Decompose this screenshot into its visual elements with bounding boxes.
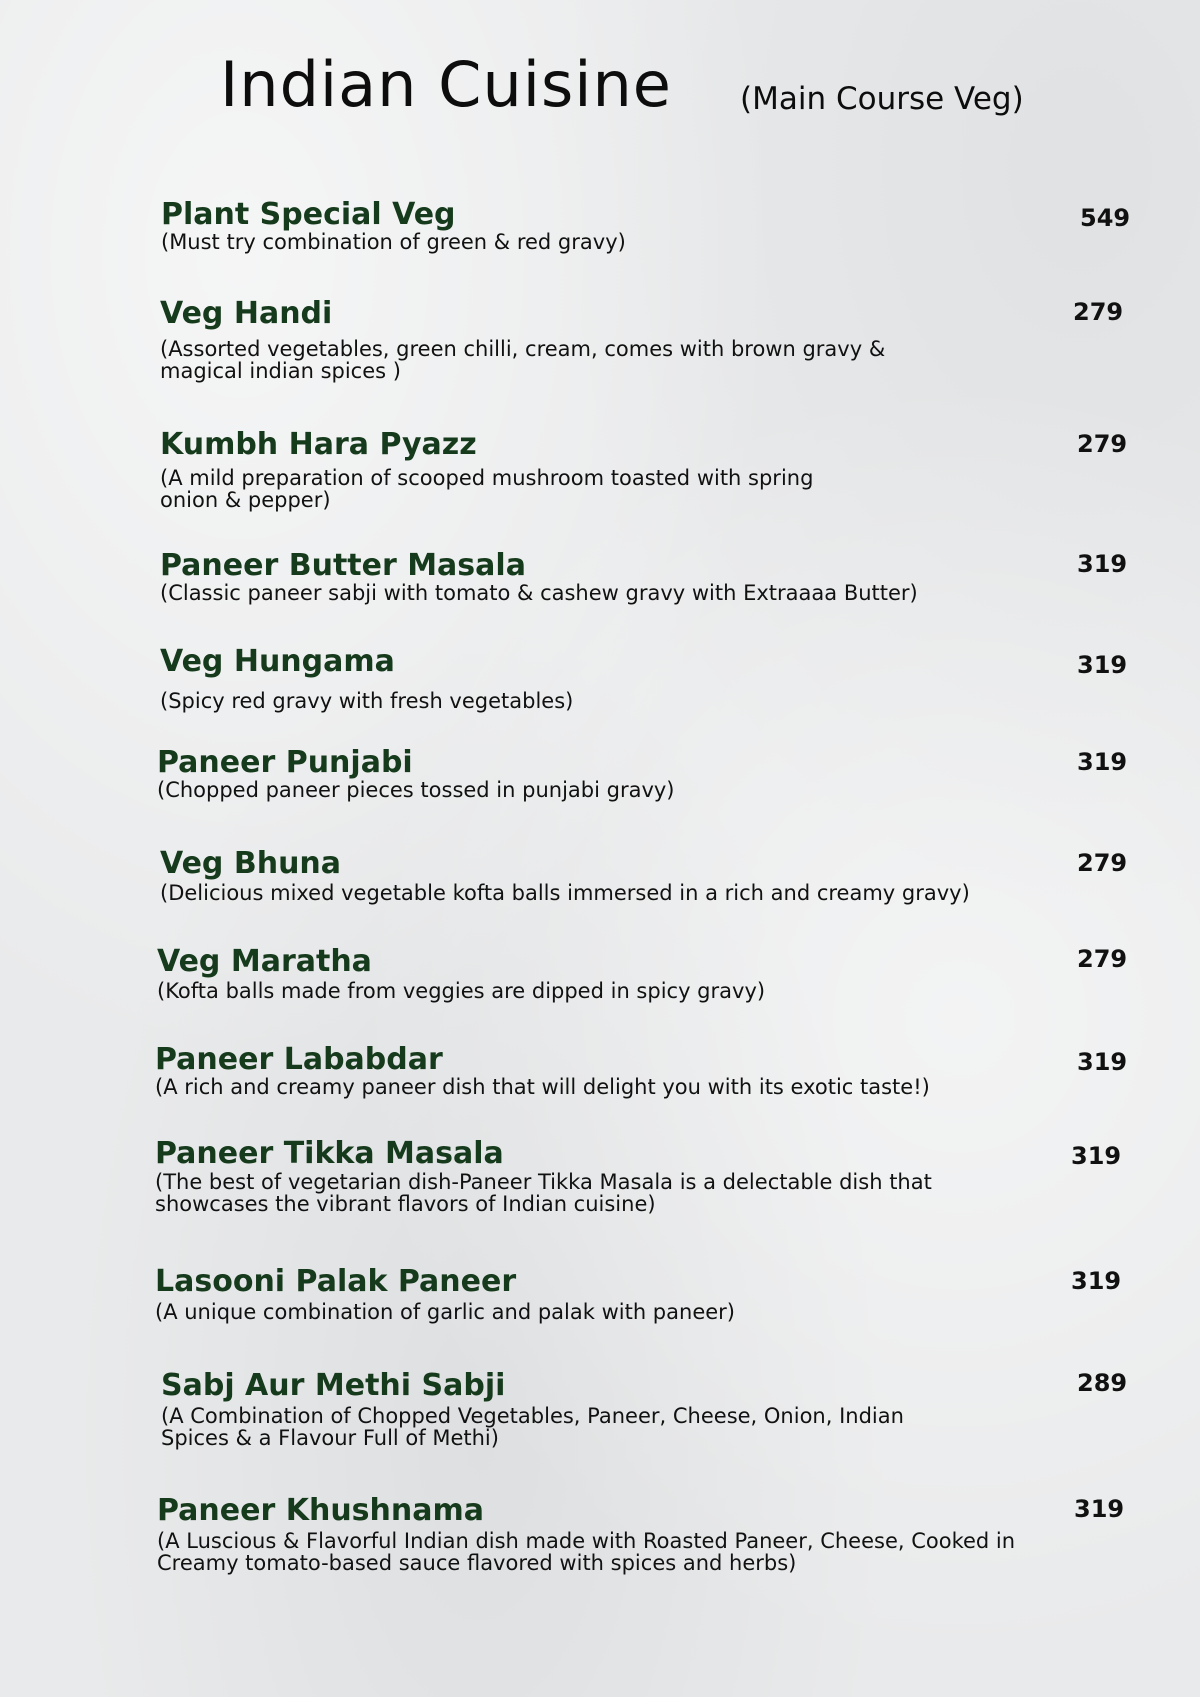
menu-item-name: Kumbh Hara Pyazz	[160, 427, 477, 462]
menu-item-price: 319	[1071, 1267, 1122, 1295]
menu-item-price: 279	[1077, 849, 1128, 877]
menu-item-price: 549	[1080, 204, 1131, 232]
menu-subtitle: (Main Course Veg)	[740, 81, 1024, 117]
menu-item	[155, 1265, 1155, 1323]
menu-item	[157, 1494, 1157, 1575]
menu-item-price: 319	[1077, 748, 1128, 776]
menu-item	[157, 746, 1157, 801]
menu-item-description: (Must try combination of green & red gravy)	[161, 230, 626, 254]
menu-item-description: (Assorted vegetables, green chilli, cream, comes with brown gravy & magical indian spices )	[160, 337, 886, 384]
menu-item	[160, 428, 1160, 512]
menu-item-price: 319	[1074, 1495, 1125, 1523]
menu-item-description: (Kofta balls made from veggies are dipped in spicy gravy)	[157, 979, 766, 1003]
menu-item-name: Veg Bhuna	[160, 846, 342, 881]
menu-item-description: (A Combination of Chopped Vegetables, Paneer, Cheese, Onion, Indian Spices & a Flavour Full of Methi)	[161, 1404, 904, 1451]
menu-item-price: 319	[1077, 651, 1128, 679]
menu-item-price: 279	[1077, 945, 1128, 973]
menu-item	[160, 297, 1160, 383]
menu-item-name: Paneer Punjabi	[157, 745, 413, 780]
menu-item-description: (A mild preparation of scooped mushroom toasted with spring onion & pepper)	[160, 466, 814, 513]
menu-item	[161, 1369, 1161, 1450]
menu-item-name: Veg Hungama	[160, 644, 395, 679]
menu-item	[155, 1043, 1155, 1098]
menu-item-name: Paneer Khushnama	[157, 1493, 484, 1528]
menu-item-name: Veg Maratha	[157, 944, 372, 979]
menu-item-description: (Delicious mixed vegetable kofta balls immersed in a rich and creamy gravy)	[160, 881, 970, 905]
menu-item-name: Paneer Tikka Masala	[155, 1136, 504, 1171]
menu-item	[161, 198, 1161, 253]
menu-item-name: Veg Handi	[160, 296, 333, 331]
menu-item	[160, 549, 1160, 604]
menu-item-description: (Chopped paneer pieces tossed in punjabi gravy)	[157, 778, 675, 802]
menu-item-description: (The best of vegetarian dish-Paneer Tikka Masala is a delectable dish that showcases the vibrant flavors of Indian cuisine)	[155, 1170, 932, 1217]
menu-item-price: 279	[1073, 298, 1124, 326]
menu-item	[155, 1137, 1155, 1216]
menu-item-name: Lasooni Palak Paneer	[155, 1264, 517, 1299]
menu-item-name: Plant Special Veg	[161, 197, 456, 232]
menu-item-name: Sabj Aur Methi Sabji	[161, 1368, 506, 1403]
menu-item	[160, 645, 1160, 712]
menu-item-price: 319	[1077, 1048, 1128, 1076]
menu-item-description: (Spicy red gravy with fresh vegetables)	[160, 689, 574, 713]
menu-title: Indian Cuisine	[220, 48, 672, 121]
menu-item-price: 319	[1071, 1142, 1122, 1170]
menu-item-price: 319	[1077, 550, 1128, 578]
menu-item	[157, 945, 1157, 1002]
menu-item-description: (A Luscious & Flavorful Indian dish made with Roasted Paneer, Cheese, Cooked in Creamy tomato-based sauce flavored with spices and herbs)	[157, 1529, 1016, 1576]
menu-item-name: Paneer Lababdar	[155, 1042, 443, 1077]
menu-item-price: 289	[1077, 1369, 1128, 1397]
menu-item-description: (A unique combination of garlic and palak with paneer)	[155, 1300, 735, 1324]
menu-item	[160, 847, 1160, 904]
menu-item-description: (Classic paneer sabji with tomato & cashew gravy with Extraaaa Butter)	[160, 581, 918, 605]
menu-item-price: 279	[1077, 430, 1128, 458]
menu-item-name: Paneer Butter Masala	[160, 548, 526, 583]
menu-item-description: (A rich and creamy paneer dish that will delight you with its exotic taste!)	[155, 1075, 930, 1099]
